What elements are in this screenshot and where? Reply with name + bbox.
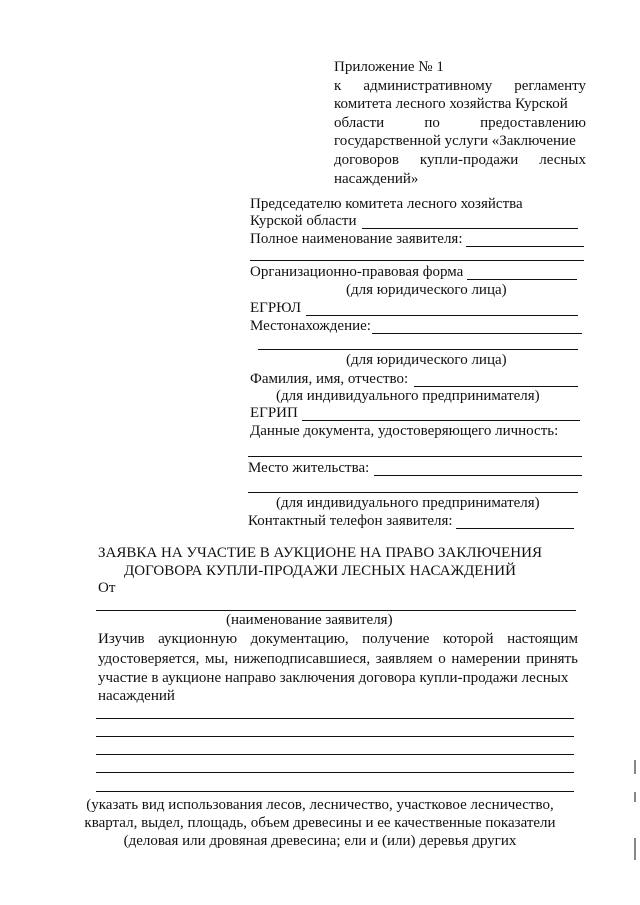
ip-note: (для индивидуального предпринимателя)	[276, 388, 540, 404]
scan-edge-mark	[634, 792, 636, 802]
org-form-field-line[interactable]	[467, 279, 577, 280]
body-word: Изучив	[98, 631, 145, 647]
region-label: Курской области	[250, 213, 357, 229]
full-name-field-line-2[interactable]	[250, 260, 584, 261]
from-label: От	[98, 580, 116, 596]
body-word: удостоверяется,	[98, 651, 200, 667]
application-title-line-2: ДОГОВОРА КУПЛИ-ПРОДАЖИ ЛЕСНЫХ НАСАЖДЕНИЙ	[124, 563, 516, 579]
body-word: мы,	[204, 651, 229, 667]
location-field-line-2[interactable]	[258, 349, 578, 350]
details-field-line-3[interactable]	[96, 754, 574, 755]
scan-edge-mark	[634, 838, 636, 860]
body-word: нижеподписавшиеся,	[233, 651, 371, 667]
details-field-line-4[interactable]	[96, 772, 574, 773]
applicant-name-field-line[interactable]	[96, 610, 576, 611]
body-word: аукционную	[158, 631, 238, 647]
appendix-line-7: насаждений»	[334, 170, 419, 187]
id-document-field-line[interactable]	[248, 456, 582, 457]
body-word: которой	[442, 631, 494, 647]
legal-entity-note-2: (для юридического лица)	[346, 352, 507, 368]
appendix-word: административному	[363, 77, 493, 94]
body-line-4: насаждений	[98, 688, 175, 704]
phone-field-line[interactable]	[456, 528, 574, 529]
applicant-name-note: (наименование заявителя)	[226, 612, 393, 628]
application-title-line-1: ЗАЯВКА НА УЧАСТИЕ В АУКЦИОНЕ НА ПРАВО ЗАКЛЮЧЕНИЯ	[98, 545, 542, 561]
appendix-title: Приложение № 1	[334, 59, 444, 75]
appendix-word: по	[424, 114, 440, 131]
chairman-label: Председателю комитета лесного хозяйства	[250, 196, 523, 212]
instruction-line-3: (деловая или дровяная древесина; ели и (или) деревья других	[123, 833, 517, 849]
appendix-word: лесных	[539, 151, 586, 168]
appendix-block	[334, 58, 586, 188]
details-field-line-1[interactable]	[96, 718, 574, 719]
body-word: настоящим	[507, 631, 578, 647]
ip-note-2: (для индивидуального предпринимателя)	[276, 495, 540, 511]
full-name-label: Полное наименование заявителя:	[250, 231, 463, 247]
phone-label: Контактный телефон заявителя:	[248, 513, 453, 529]
location-field-line[interactable]	[372, 333, 582, 334]
residence-field-line[interactable]	[374, 475, 582, 476]
details-field-line-2[interactable]	[96, 736, 574, 737]
body-word: о	[438, 651, 446, 667]
full-name-field-line[interactable]	[466, 246, 584, 247]
appendix-word: к	[334, 77, 342, 94]
location-label: Местонахождение:	[250, 318, 371, 334]
id-document-label: Данные документа, удостоверяющего личность:	[250, 423, 559, 439]
details-field-line-5[interactable]	[96, 791, 574, 792]
body-word: документацию,	[250, 631, 349, 647]
residence-label: Место жительства:	[248, 460, 370, 476]
body-line-1	[98, 631, 578, 648]
body-word: получение	[362, 631, 430, 647]
org-form-label: Организационно-правовая форма	[250, 264, 464, 280]
appendix-line-6	[334, 151, 586, 170]
appendix-line-5: государственной услуги «Заключение	[334, 133, 576, 150]
body-word: намерении	[451, 651, 521, 667]
region-field-line[interactable]	[362, 228, 578, 229]
appendix-line-4	[334, 114, 586, 133]
fio-label: Фамилия, имя, отчество:	[250, 371, 409, 387]
egrip-label: ЕГРИП	[250, 405, 298, 421]
legal-entity-note: (для юридического лица)	[346, 282, 507, 298]
appendix-word: договоров	[334, 151, 399, 168]
appendix-word: области	[334, 114, 385, 131]
egrul-label: ЕГРЮЛ	[250, 300, 302, 316]
body-line-2	[98, 651, 578, 668]
fio-field-line[interactable]	[414, 386, 578, 387]
appendix-word: купли-продажи	[419, 151, 519, 168]
instruction-line-2: квартал, выдел, площадь, объем древесины и ее качественные показатели	[84, 815, 556, 831]
appendix-word: регламенту	[514, 77, 586, 94]
egrip-field-line[interactable]	[302, 420, 580, 421]
body-word: принять	[526, 651, 578, 667]
scan-edge-mark	[634, 760, 636, 774]
appendix-word: предоставлению	[480, 114, 586, 131]
appendix-line-2	[334, 77, 586, 96]
egrul-field-line[interactable]	[306, 315, 578, 316]
body-line-3: участие в аукционе направо заключения договора купли-продажи лесных	[98, 670, 569, 686]
residence-field-line-2[interactable]	[248, 492, 578, 493]
body-word: заявляем	[375, 651, 433, 667]
appendix-line-3: комитета лесного хозяйства Курской	[334, 96, 568, 113]
instruction-line-1: (указать вид использования лесов, лесничество, участковое лесничество,	[86, 797, 554, 813]
